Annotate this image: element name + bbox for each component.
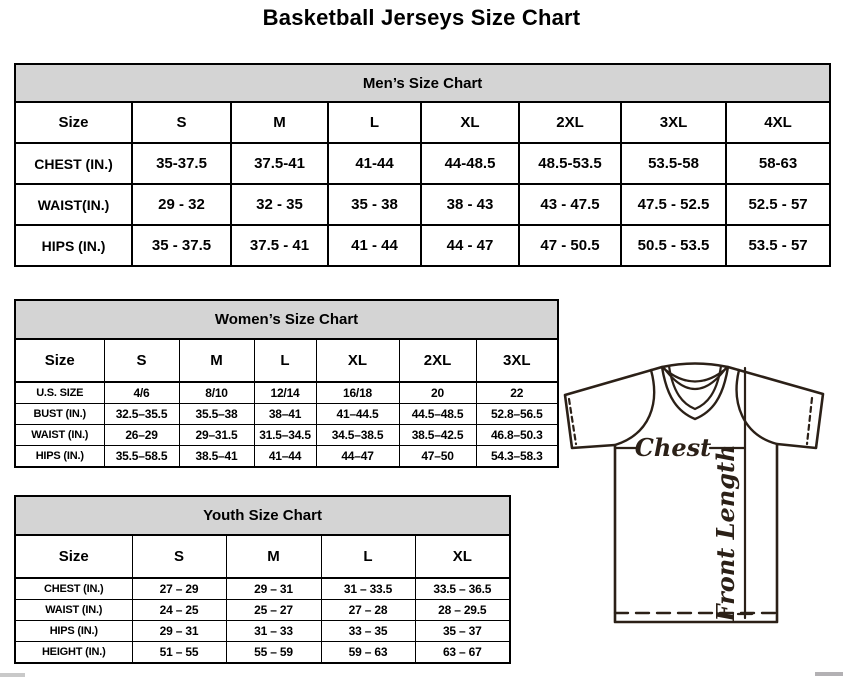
column-header: Size	[15, 102, 132, 143]
table-row	[15, 446, 558, 468]
jersey-outline	[565, 364, 823, 623]
column-header: S	[132, 102, 231, 143]
size-cell: 41–44	[254, 446, 316, 468]
row-label: U.S. SIZE	[15, 382, 104, 404]
size-cell: 37.5-41	[231, 143, 328, 184]
size-cell: 35-37.5	[132, 143, 231, 184]
column-header: L	[254, 339, 316, 382]
size-cell: 35 – 37	[415, 621, 510, 642]
size-cell: 38.5–41	[179, 446, 254, 468]
size-cell: 50.5 - 53.5	[621, 225, 726, 266]
table-row	[15, 382, 558, 404]
size-cell: 38.5–42.5	[399, 425, 476, 446]
size-cell: 29 – 31	[226, 578, 321, 600]
table-row	[15, 143, 830, 184]
size-cell: 48.5-53.5	[519, 143, 621, 184]
size-cell: 35 - 38	[328, 184, 421, 225]
row-label: HIPS (IN.)	[15, 446, 104, 468]
jersey-measurement-diagram	[556, 358, 843, 630]
column-header: M	[226, 535, 321, 578]
size-cell: 47–50	[399, 446, 476, 468]
column-header: 2XL	[519, 102, 621, 143]
row-label: CHEST (IN.)	[15, 143, 132, 184]
size-cell: 47 - 50.5	[519, 225, 621, 266]
table-row	[15, 225, 830, 266]
size-cell: 37.5 - 41	[231, 225, 328, 266]
size-cell: 53.5 - 57	[726, 225, 830, 266]
column-header: Size	[15, 535, 132, 578]
column-header: 3XL	[621, 102, 726, 143]
size-cell: 20	[399, 382, 476, 404]
size-cell: 4/6	[104, 382, 179, 404]
row-label: HEIGHT (IN.)	[15, 642, 132, 664]
size-cell: 44 - 47	[421, 225, 519, 266]
size-cell: 52.8–56.5	[476, 404, 558, 425]
size-cell: 24 – 25	[132, 600, 226, 621]
row-label: WAIST (IN.)	[15, 600, 132, 621]
chest-label: Chest	[634, 433, 712, 462]
size-cell: 41–44.5	[316, 404, 399, 425]
column-header: L	[321, 535, 415, 578]
mens-size-table	[14, 63, 831, 267]
size-cell: 54.3–58.3	[476, 446, 558, 468]
size-cell: 44-48.5	[421, 143, 519, 184]
table-row	[15, 621, 510, 642]
table-row	[15, 404, 558, 425]
size-cell: 32.5–35.5	[104, 404, 179, 425]
size-cell: 44.5–48.5	[399, 404, 476, 425]
column-header: L	[328, 102, 421, 143]
table-row	[15, 600, 510, 621]
size-cell: 34.5–38.5	[316, 425, 399, 446]
collar-inner-v	[669, 366, 721, 409]
size-cell: 63 – 67	[415, 642, 510, 664]
size-cell: 59 – 63	[321, 642, 415, 664]
table-row	[15, 184, 830, 225]
column-header: 3XL	[476, 339, 558, 382]
column-header: Size	[15, 339, 104, 382]
size-cell: 31 – 33.5	[321, 578, 415, 600]
size-cell: 33 – 35	[321, 621, 415, 642]
size-cell: 22	[476, 382, 558, 404]
column-header: XL	[316, 339, 399, 382]
mens-table-title: Men’s Size Chart	[15, 64, 830, 102]
size-cell: 58-63	[726, 143, 830, 184]
right-armhole-seam	[737, 370, 777, 444]
column-header: S	[132, 535, 226, 578]
size-cell: 25 – 27	[226, 600, 321, 621]
size-cell: 27 – 29	[132, 578, 226, 600]
scrollbar-fragment-left[interactable]	[0, 673, 25, 677]
womens-table-title: Women’s Size Chart	[15, 300, 558, 339]
front-length-label: Front Length	[711, 444, 740, 622]
size-cell: 53.5-58	[621, 143, 726, 184]
row-label: CHEST (IN.)	[15, 578, 132, 600]
size-cell: 32 - 35	[231, 184, 328, 225]
size-cell: 29–31.5	[179, 425, 254, 446]
size-cell: 55 – 59	[226, 642, 321, 664]
row-label: WAIST (IN.)	[15, 425, 104, 446]
size-cell: 38–41	[254, 404, 316, 425]
size-cell: 31.5–34.5	[254, 425, 316, 446]
table-row	[15, 425, 558, 446]
column-header: 4XL	[726, 102, 830, 143]
size-cell: 26–29	[104, 425, 179, 446]
column-header: XL	[421, 102, 519, 143]
jersey-diagram-icon	[556, 358, 843, 630]
column-header: 2XL	[399, 339, 476, 382]
size-cell: 35.5–38	[179, 404, 254, 425]
table-row	[15, 578, 510, 600]
size-cell: 41 - 44	[328, 225, 421, 266]
column-header: M	[231, 102, 328, 143]
size-cell: 52.5 - 57	[726, 184, 830, 225]
size-cell: 29 - 32	[132, 184, 231, 225]
youth-size-table	[14, 495, 511, 664]
size-cell: 44–47	[316, 446, 399, 468]
size-cell: 8/10	[179, 382, 254, 404]
size-cell: 41-44	[328, 143, 421, 184]
size-cell: 43 - 47.5	[519, 184, 621, 225]
row-label: HIPS (IN.)	[15, 225, 132, 266]
table-row	[15, 642, 510, 664]
size-cell: 51 – 55	[132, 642, 226, 664]
size-cell: 35 - 37.5	[132, 225, 231, 266]
scrollbar-fragment-right[interactable]	[815, 672, 843, 676]
row-label: HIPS (IN.)	[15, 621, 132, 642]
size-cell: 33.5 – 36.5	[415, 578, 510, 600]
front-length-measure-line	[738, 368, 752, 618]
size-cell: 29 – 31	[132, 621, 226, 642]
page-title: Basketball Jerseys Size Chart	[262, 5, 581, 30]
size-cell: 31 – 33	[226, 621, 321, 642]
column-header: M	[179, 339, 254, 382]
size-cell: 46.8–50.3	[476, 425, 558, 446]
right-cuff-dashed-line	[807, 398, 812, 444]
youth-table-title: Youth Size Chart	[15, 496, 510, 535]
size-cell: 16/18	[316, 382, 399, 404]
row-label: WAIST(IN.)	[15, 184, 132, 225]
column-header: XL	[415, 535, 510, 578]
size-cell: 27 – 28	[321, 600, 415, 621]
row-label: BUST (IN.)	[15, 404, 104, 425]
size-cell: 38 - 43	[421, 184, 519, 225]
size-cell: 35.5–58.5	[104, 446, 179, 468]
size-cell: 28 – 29.5	[415, 600, 510, 621]
size-cell: 47.5 - 52.5	[621, 184, 726, 225]
size-cell: 12/14	[254, 382, 316, 404]
womens-size-table	[14, 299, 559, 468]
column-header: S	[104, 339, 179, 382]
